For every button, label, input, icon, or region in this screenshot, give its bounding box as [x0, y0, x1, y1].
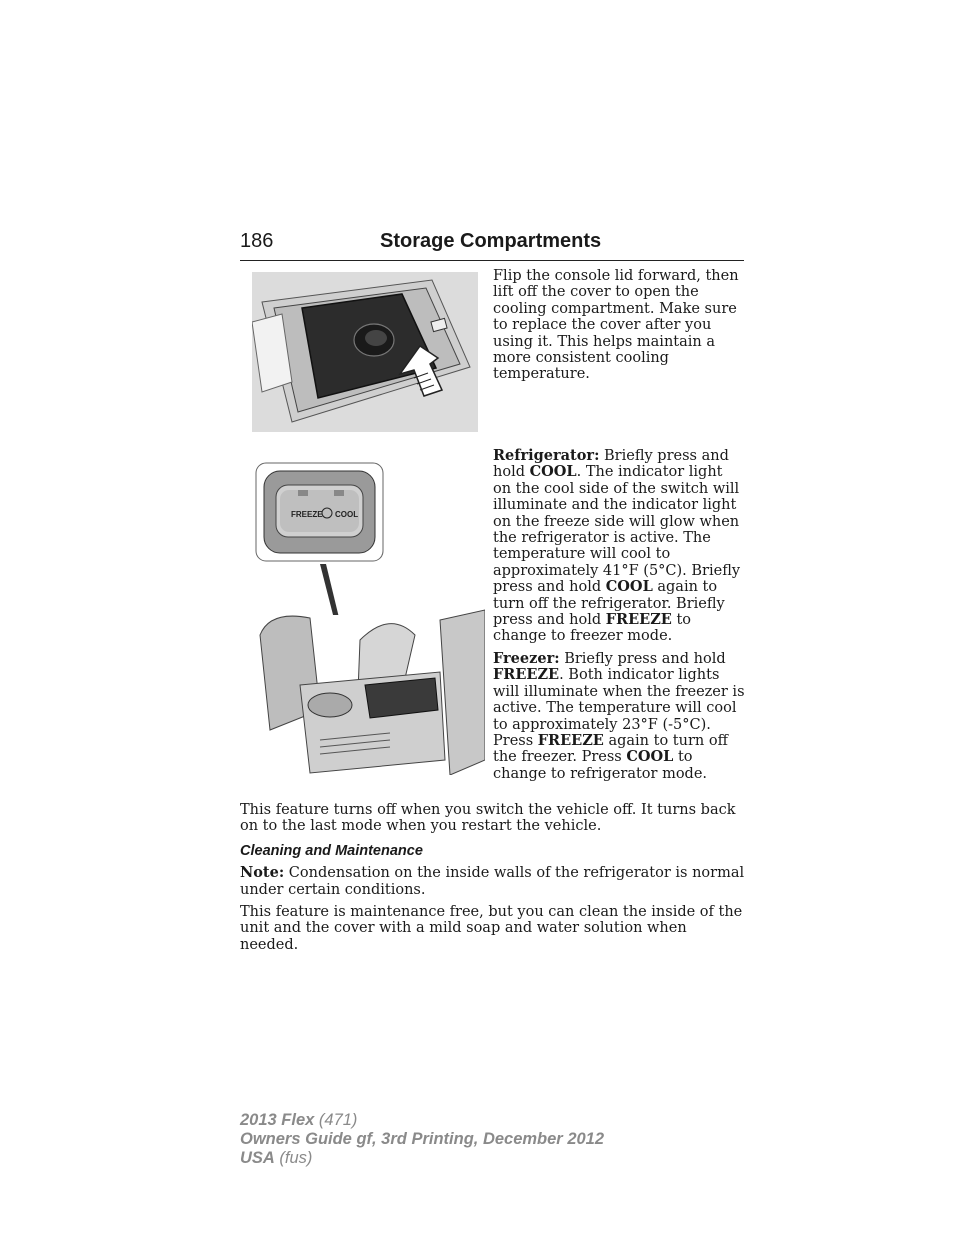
- bottom-text-block: [240, 802, 745, 959]
- refrigerator-text-1: Briefly press and hold: [493, 448, 729, 481]
- console-compartment-illustration: [252, 272, 478, 432]
- freezer-text-2: . Both indicator lights will illuminate when the freezer is active. The temperature will cool to approximately 23°F (-5°C). Press: [493, 667, 745, 749]
- intro-text-block: [493, 268, 745, 389]
- freeze-switch-label: FREEZE: [291, 510, 323, 519]
- freezer-paragraph: [493, 651, 745, 782]
- freezer-label: Freezer:: [493, 649, 560, 667]
- note-paragraph: [240, 865, 745, 898]
- freezer-text-1: Briefly press and hold: [559, 650, 726, 667]
- refrigerator-text-2: . The indicator light on the cool side of the switch will illuminate and the indicator light on the freeze side will glow when the refrigerator is active. The temperature will cool to approximately 41°F (5°C). Briefly press and hold: [493, 464, 741, 596]
- freezer-bold-2: FREEZE: [537, 731, 604, 749]
- feature-off-paragraph: This feature turns off when you switch the vehicle off. It turns back on to the last mode when you restart the vehicle.: [240, 802, 736, 835]
- refrigerator-label: Refrigerator:: [493, 447, 600, 464]
- refrigerator-bold-1: COOL: [529, 463, 577, 481]
- footer-model: 2013 Flex: [240, 1111, 315, 1129]
- freezer-bold-1: FREEZE: [493, 666, 560, 684]
- footer-model-code: (471): [314, 1111, 358, 1129]
- note-label: Note:: [240, 864, 285, 882]
- intro-paragraph: Flip the console lid forward, then lift off the cover to open the cooling compartment. Make sure to replace the cover after you using it. This helps maintain a more consistent cooling temperature.: [493, 268, 739, 383]
- page-number: 186: [240, 230, 274, 252]
- footer-line-market: [240, 1149, 604, 1168]
- refrigerator-text-3: again to turn off the refrigerator. Briefly press and hold: [493, 579, 725, 629]
- refrigerator-text-4: to change to freezer mode.: [493, 612, 692, 645]
- footer-guide: Owners Guide gf, 3rd Printing, December 2012: [240, 1130, 605, 1148]
- refrigerator-bold-3: FREEZE: [605, 611, 672, 629]
- page-header: [240, 230, 744, 261]
- footer-market-code: (fus): [274, 1149, 313, 1167]
- refrigerator-paragraph: [493, 448, 745, 645]
- switch-and-console-illustration: [240, 460, 485, 775]
- freezer-text-3: again to turn off the freezer. Press: [493, 732, 728, 766]
- page-footer: [240, 1111, 604, 1168]
- footer-market: USA: [240, 1149, 275, 1167]
- freezer-bold-3: COOL: [626, 748, 674, 766]
- section-title: Storage Compartments: [380, 230, 602, 252]
- modes-text-block: [493, 448, 745, 788]
- cool-switch-label: COOL: [335, 510, 359, 519]
- refrigerator-bold-2: COOL: [605, 578, 653, 596]
- maintenance-paragraph: This feature is maintenance free, but you can clean the inside of the unit and the cover with a mild soap and water solution when needed.: [240, 904, 743, 953]
- footer-line-model: [240, 1111, 604, 1130]
- cleaning-heading: Cleaning and Maintenance: [240, 842, 423, 859]
- freezer-text-4: to change to refrigerator mode.: [493, 749, 708, 782]
- note-text: Condensation on the inside walls of the refrigerator is normal under certain conditions.: [240, 865, 745, 898]
